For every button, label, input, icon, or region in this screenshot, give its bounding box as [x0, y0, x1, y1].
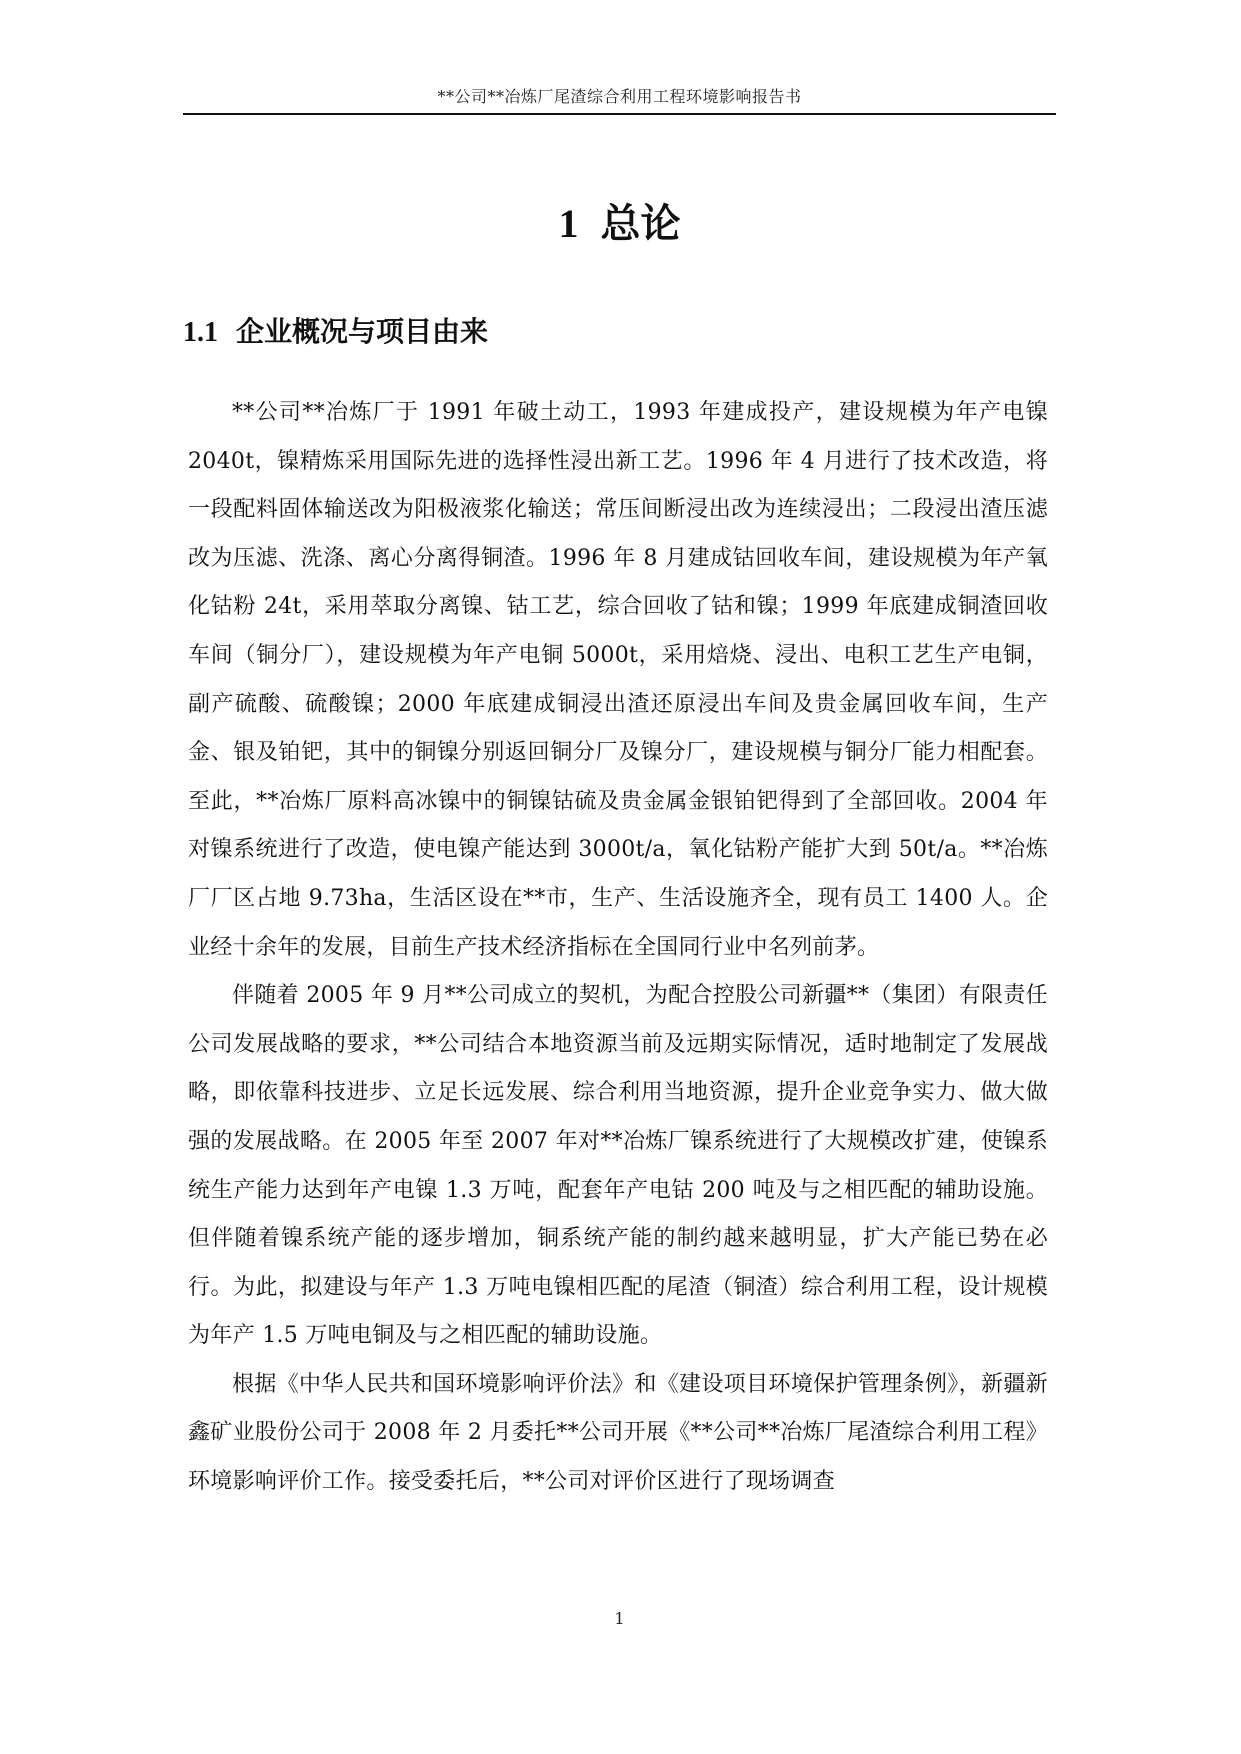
paragraph-assessment: 根据《中华人民共和国环境影响评价法》和《建设项目环境保护管理条例》，新疆新鑫矿业股份公司于 2008 年 2 月委托**公司开展《**公司**冶炼厂尾渣综合利用工程》环境影响评价工作。接受委托后，**公司对评价区进行了现场调查	[188, 1371, 1048, 1495]
chapter-title-text: 总论	[600, 201, 681, 247]
section-heading-text: 企业概况与项目由来	[236, 315, 489, 348]
header-rule	[183, 113, 1056, 115]
chapter-title	[183, 196, 1056, 252]
running-header: **公司**冶炼厂尾渣综合利用工程环境影响报告书	[437, 87, 802, 106]
section-heading	[183, 312, 488, 353]
chapter-number: 1	[558, 201, 579, 246]
paragraph-development: 伴随着 2005 年 9 月**公司成立的契机，为配合控股公司新疆**（集团）有限责任公司发展战略的要求，**公司结合本地资源当前及远期实际情况，适时地制定了发展战略，即依靠科技进步、立足长远发展、综合利用当地资源，提升企业竞争实力、做大做强的发展战略。在 2005 年至 2007 年对**冶炼厂镍系统进行了大规模改扩建，使镍系统生产能力达到年产电镍 1.3 万吨，配套年产电钴 200 吨及与之相匹配的辅助设施。但伴随着镍系统产能的逐步增加，铜系统产能的制约越来越明显，扩大产能已势在必行。为此，拟建设与年产 1.3 万吨电镍相匹配的尾渣（铜渣）综合利用工程，设计规模为年产 1.5 万吨电铜及与之相匹配的辅助设施。	[188, 983, 1048, 1349]
section-number: 1.1	[183, 317, 218, 348]
body-text	[188, 389, 1048, 1507]
paragraph-history: **公司**冶炼厂于 1991 年破土动工，1993 年建成投产，建设规模为年产电镍 2040t，镍精炼采用国际先进的选择性浸出新工艺。1996 年 4 月进行了技术改造，将一段配料固体输送改为阳极液浆化输送；常压间断浸出改为连续浸出；二段浸出渣压滤改为压滤、洗涤、离心分离得铜渣。1996 年 8 月建成钴回收车间，建设规模为年产氧化钴粉 24t，采用萃取分离镍、钴工艺，综合回收了钴和镍；1999 年底建成铜渣回收车间（铜分厂），建设规模为年产电铜 5000t，采用焙烧、浸出、电积工艺生产电铜，副产硫酸、硫酸镍；2000 年底建成铜浸出渣还原浸出车间及贵金属回收车间，生产金、银及铂钯，其中的铜镍分别返回铜分厂及镍分厂，建设规模与铜分厂能力相配套。至此，**冶炼厂原料高冰镍中的铜镍钴硫及贵金属金银铂钯得到了全部回收。2004 年对镍系统进行了改造，使电镍产能达到 3000t/a，氧化钴粉产能扩大到 50t/a。**冶炼厂厂区占地 9.73ha，生活区设在**市，生产、生活设施齐全，现有员工 1400 人。企业经十余年的发展，目前生产技术经济指标在全国同行业中名列前茅。	[188, 400, 1048, 960]
page-number: 1	[614, 1609, 625, 1628]
